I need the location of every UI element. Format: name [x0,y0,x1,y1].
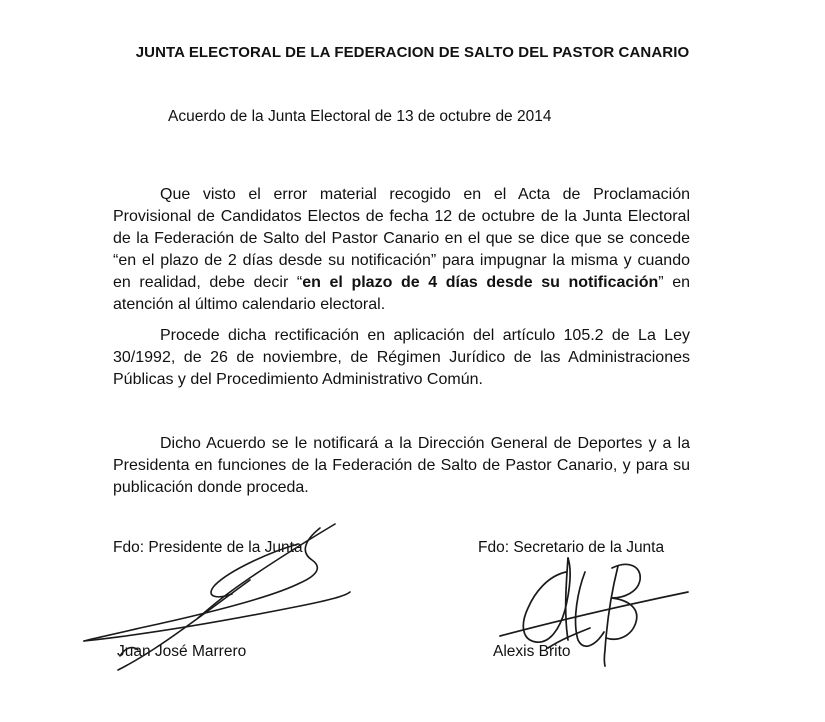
paragraph-correction-text-a: Que visto el error material recogido en el Acta de Proclamación Provisional de Candidatos Electos de fecha 12 de octubre de la Junta Electoral de la Federación de Salto del Pastor Canario en el que se dice que se concede “en el plazo de 2 días desde su notificación” para impugnar la misma y cuando en realidad, debe decir “ [113,186,690,291]
paragraph-legal-basis-text: Procede dicha rectificación en aplicación del artículo 105.2 de La Ley 30/1992, de 26 de noviembre, de Régimen Jurídico de las Administraciones Públicas y del Procedimiento Administrativo Común. [113,327,690,388]
paragraph-correction-text-b: ” en atención al último calendario electoral. [113,274,691,313]
paragraph-correction-bold: en el plazo de 4 días desde su notificación [302,274,659,291]
agreement-date-line: Acuerdo de la Junta Electoral de 13 de octubre de 2014 [168,108,552,125]
president-name: Juan José Marrero [117,643,247,660]
paragraph-notification-text: Dicho Acuerdo se le notificará a la Dirección General de Deportes y a la Presidenta en funciones de la Federación de Salto de Pastor Canario, y para su publicación donde proceda. [113,435,690,496]
secretary-name: Alexis Brito [493,643,571,660]
document-title: JUNTA ELECTORAL DE LA FEDERACION DE SALTO DEL PASTOR CANARIO [135,44,690,61]
secretary-signature-label: Fdo: Secretario de la Junta [478,539,665,556]
president-signature-label: Fdo: Presidente de la Junta [113,539,303,556]
